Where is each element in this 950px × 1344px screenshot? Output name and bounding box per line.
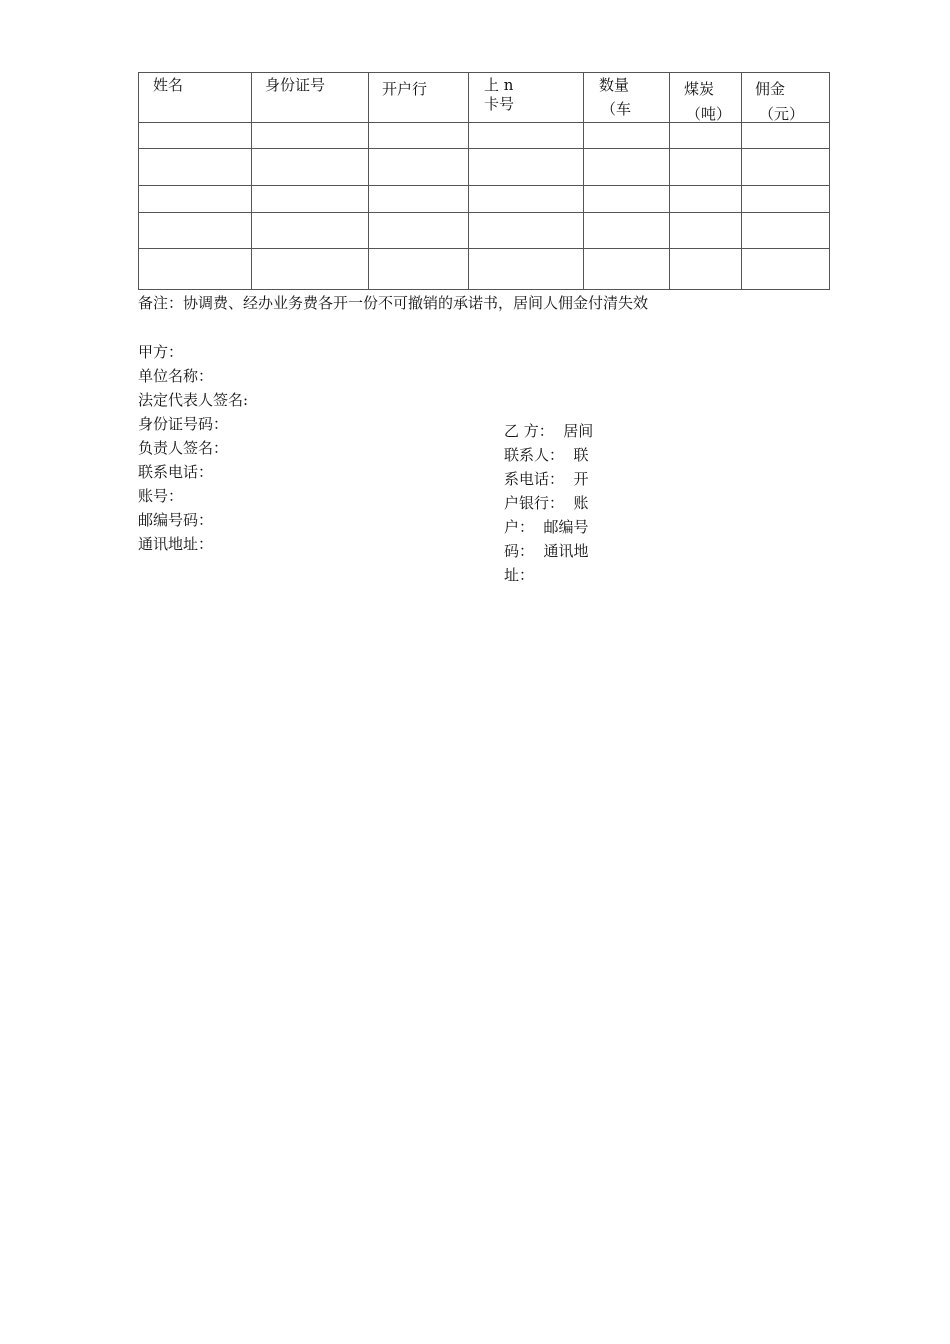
party-a-account-label: 账号： (138, 487, 184, 505)
header-commission: 佣金 （元） (742, 73, 830, 123)
table-cell[interactable] (369, 123, 469, 149)
table-cell[interactable] (369, 213, 469, 249)
table-cell[interactable] (670, 249, 742, 290)
table-cell[interactable] (469, 249, 584, 290)
party-b-line: 系电话： 开 (504, 470, 589, 488)
table-cell[interactable] (742, 249, 830, 290)
table-cell[interactable] (252, 213, 369, 249)
party-a-unit-label: 单位名称： (138, 367, 214, 385)
table-header-row (139, 73, 830, 123)
party-a-legal-rep-label: 法定代表人签名: (138, 391, 249, 409)
table-cell[interactable] (139, 123, 252, 149)
table-cell[interactable] (742, 186, 830, 213)
table-cell[interactable] (584, 249, 670, 290)
party-b-line: 乙 方： 居间 (504, 422, 594, 440)
table-cell[interactable] (369, 249, 469, 290)
commission-table (138, 72, 830, 290)
table-cell[interactable] (139, 213, 252, 249)
party-b-line: 户银行： 账 (504, 494, 589, 512)
table-cell[interactable] (670, 149, 742, 186)
table-cell[interactable] (742, 123, 830, 149)
table-cell[interactable] (742, 149, 830, 186)
header-quantity: 数量 （车 (584, 73, 670, 123)
table-cell[interactable] (584, 149, 670, 186)
table-cell[interactable] (670, 213, 742, 249)
table-cell[interactable] (252, 186, 369, 213)
table-cell[interactable] (584, 213, 670, 249)
remarks-note: 备注：协调费、经办业务费各开一份不可撤销的承诺书，居间人佣金付清失效 (138, 294, 649, 312)
party-a-title: 甲方： (138, 343, 184, 361)
table-cell[interactable] (469, 149, 584, 186)
table-cell[interactable] (252, 249, 369, 290)
party-a-person-in-charge-label: 负责人签名： (138, 439, 229, 457)
party-b-line: 址： (504, 566, 535, 584)
table-cell[interactable] (742, 213, 830, 249)
table-row (139, 186, 830, 213)
table-row (139, 149, 830, 186)
table-cell[interactable] (670, 123, 742, 149)
header-bank: 开户行 (369, 73, 469, 123)
table-cell[interactable] (369, 186, 469, 213)
table-cell[interactable] (469, 123, 584, 149)
table-cell[interactable] (252, 149, 369, 186)
table-cell[interactable] (139, 149, 252, 186)
table-cell[interactable] (252, 123, 369, 149)
header-card-number: 上 n 卡号 (469, 73, 584, 123)
table-cell[interactable] (584, 123, 670, 149)
header-coal: 煤炭 （吨） (670, 73, 742, 123)
table-cell[interactable] (369, 149, 469, 186)
party-a-postcode-label: 邮编号码： (138, 511, 214, 529)
party-a-id-label: 身份证号码： (138, 415, 229, 433)
table-row (139, 249, 830, 290)
table-cell[interactable] (139, 186, 252, 213)
party-b-block (504, 419, 593, 587)
header-name: 姓名 (139, 73, 252, 123)
party-a-address-label: 通讯地址： (138, 535, 214, 553)
table-cell[interactable] (469, 186, 584, 213)
party-b-line: 联系人： 联 (504, 446, 589, 464)
party-b-line: 码： 通讯地 (504, 542, 589, 560)
header-id-number: 身份证号 (252, 73, 369, 123)
party-a-block (138, 340, 248, 556)
table-cell[interactable] (584, 186, 670, 213)
table-row (139, 123, 830, 149)
table-cell[interactable] (139, 249, 252, 290)
table-cell[interactable] (670, 186, 742, 213)
table-cell[interactable] (469, 213, 584, 249)
party-a-phone-label: 联系电话： (138, 463, 214, 481)
table-row (139, 213, 830, 249)
party-b-line: 户： 邮编号 (504, 518, 589, 536)
